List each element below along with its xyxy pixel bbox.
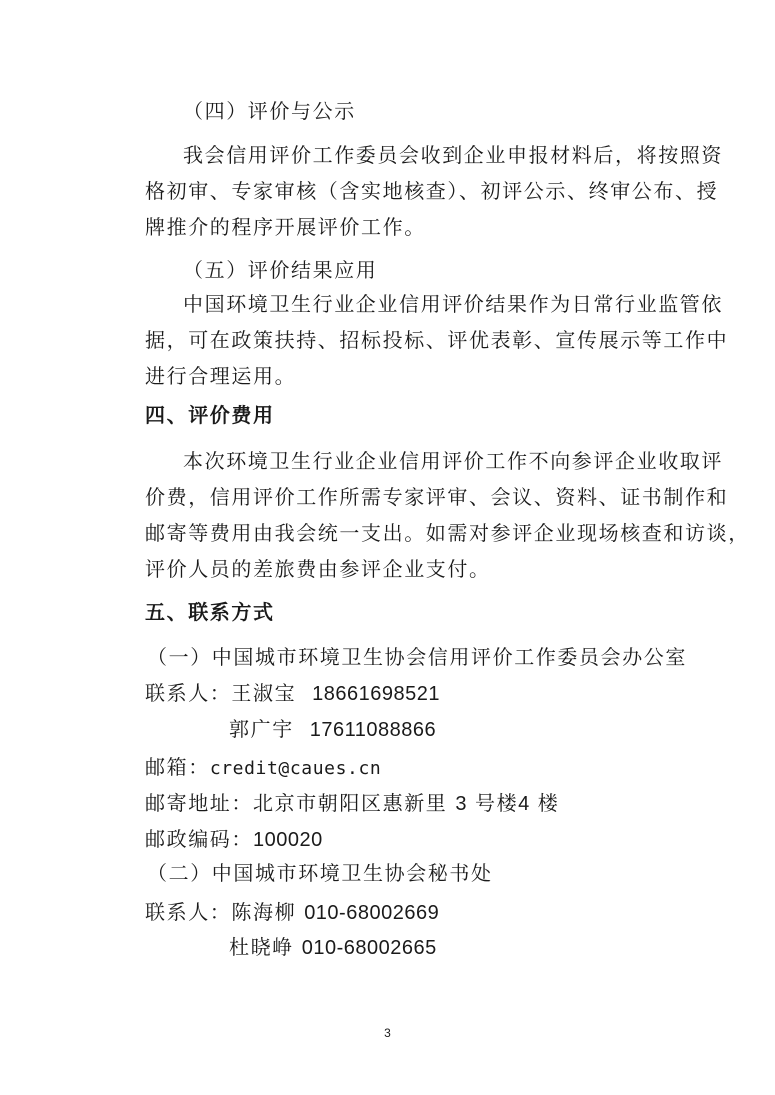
section-heading-fees: 四、评价费用 [145,403,275,427]
postcode-label: 邮政编码： [145,827,253,851]
subsection-title-evaluation-publicity: （四）评价与公示 [183,99,356,123]
contact-name: 王淑宝 [231,681,297,705]
paragraph-line: 进行合理运用。 [145,364,297,388]
contact-phone: 17611088866 [309,719,437,741]
address-number: 3 [455,793,467,815]
contact-row [145,679,440,708]
paragraph-line: 价费，信用评价工作所需专家评审、会议、资料、证书制作和 [145,485,729,509]
office-title: （二）中国城市环境卫生协会秘书处 [147,861,493,885]
section-heading-contact: 五、联系方式 [145,600,275,624]
postcode-value: 100020 [253,829,323,851]
contact-name: 郭广宇 [229,717,294,741]
page-number: 3 [384,1026,391,1040]
paragraph-line: 邮寄等费用由我会统一支出。如需对参评企业现场核查和访谈， [145,521,750,545]
contact-name: 杜晓峥 [229,935,294,959]
contact-row [145,898,439,927]
address-part: 号楼 [474,791,519,815]
postcode-row [145,825,323,854]
paragraph-line: 评价人员的差旅费由参评企业支付。 [145,557,491,581]
contact-phone: 010-68002669 [304,902,440,924]
paragraph-line: 据，可在政策扶持、招标投标、评优表彰、宣传展示等工作中 [145,328,729,352]
address-label: 邮寄地址： [145,791,253,815]
paragraph-line: 牌推介的程序开展评价工作。 [145,215,426,239]
contact-row [229,715,436,744]
paragraph-line: 本次环境卫生行业企业信用评价工作不向参评企业收取评 [183,449,723,473]
paragraph-line: 我会信用评价工作委员会收到企业申报材料后，将按照资 [183,143,723,167]
email-row [145,753,381,783]
contact-phone: 18661698521 [312,683,440,705]
email-address: credit@caues.cn [209,758,382,779]
contact-phone: 010-68002665 [301,937,437,959]
address-number: 4 [518,793,530,815]
address-part: 楼 [537,791,560,815]
paragraph-line: 格初审、专家审核（含实地核查）、初评公示、终审公布、授 [145,179,719,203]
address-part: 北京市朝阳区惠新里 [253,791,448,815]
contact-label: 联系人： [145,900,232,924]
contact-row [229,933,437,962]
contact-name: 陈海柳 [231,900,297,924]
contact-label: 联系人： [145,681,232,705]
office-title: （一）中国城市环境卫生协会信用评价工作委员会办公室 [147,645,687,669]
address-row [145,789,559,818]
paragraph-line: 中国环境卫生行业企业信用评价结果作为日常行业监管依 [183,292,723,316]
subsection-title-result-application: （五）评价结果应用 [183,258,378,282]
email-label: 邮箱： [145,755,210,779]
